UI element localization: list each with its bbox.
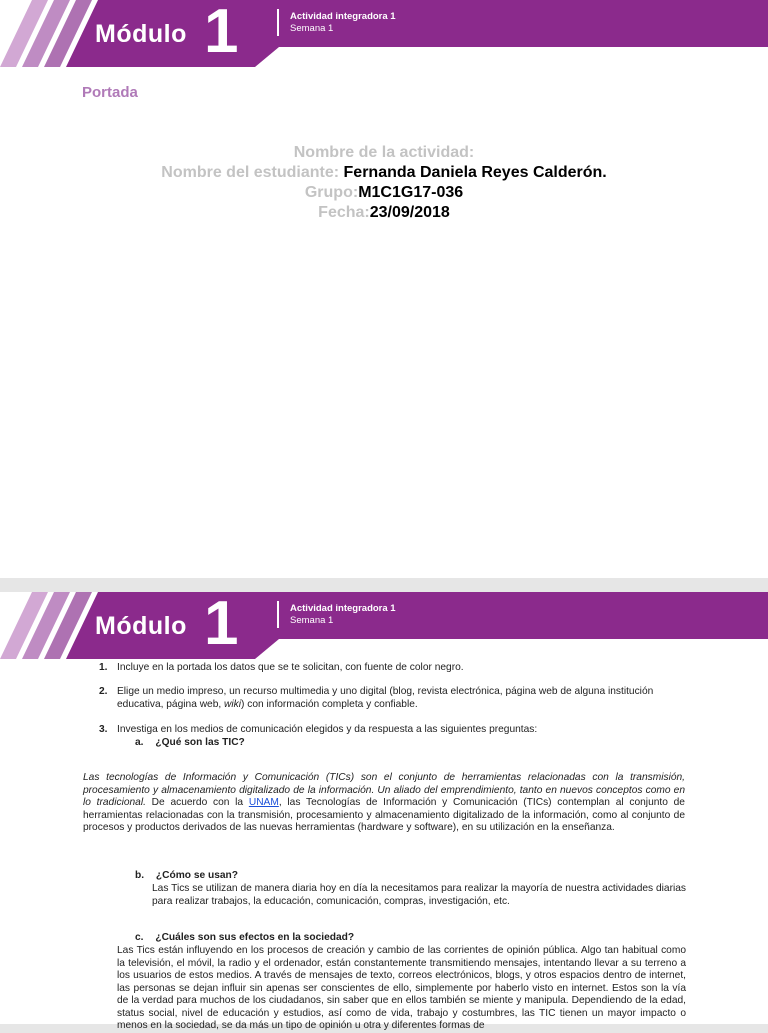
question-a-text: ¿Qué son las TIC? [155, 737, 245, 748]
group-label: Grupo: [304, 184, 359, 201]
group-line [0, 183, 768, 203]
question-b-letter: b. [135, 870, 145, 881]
question-c-text: ¿Cuáles son sus efectos en la sociedad? [155, 932, 355, 943]
question-b-text: ¿Cómo se usan? [155, 870, 238, 881]
activity-name-label: Nombre de la actividad: [293, 144, 475, 161]
instruction-number: 1. [99, 662, 108, 673]
module-number: 1 [204, 589, 239, 658]
student-name: Fernanda Daniela Reyes Calderón. [343, 164, 607, 181]
module-banner [0, 0, 768, 70]
question-a [135, 737, 245, 750]
group-value: M1C1G17-036 [358, 184, 464, 201]
question-a-letter: a. [135, 737, 144, 748]
activity-title: Actividad integradora 1 [290, 11, 396, 22]
date-line [0, 203, 768, 223]
answer-c: Las Tics están influyendo en los procesos de creación y cambio de las corrientes de opinión pública. Algo tan habitual como la televisión, el móvil, la radio y el ordenador, están constantemente transmitiendo mensajes, intentando llevar a su terreno a los usuarios de estos medios. A través de mensajes de texto, correos electrónicos, blogs, y otros espacios dentro de internet, las personas se dejan influir sin apenas ser conscientes de ello, simplemente por haberlo visto en internet. Estos son la vía de la verdad para muchos de los ciudadanos, sin saber que en ellos también se miente y manipula. Dependiendo de la edad, status social, nivel de educación y estudios, así como de vida, trabajo y costumbres, las TIC tienen un mayor impacto o menos en la sociedad, se da más un tipo de opinión u otra y diferentes formas de [117, 945, 686, 1031]
instruction-text: Investiga en los medios de comunicación elegidos y da respuesta a las siguientes preguntas: [117, 724, 538, 735]
answer-a: Las tecnologías de Información y Comunicación (TICs) son el conjunto de herramientas relacionadas con la transmisión, procesamiento y almacenamiento digitalizado de la información. Un aliado del emprendimiento, tanto en nuevos conceptos como en lo tradicional. De acuerdo con la UNAM, las Tecnologías de Información y Comunicación (TICs) contemplan al conjunto de herramientas relacionadas con la transmisión, procesamiento y almacenamiento digitalizado de la información, como al conjunto de procesos y productos derivados de las nuevas herramientas (hardware y software), en su utilización en la enseñanza. [83, 772, 685, 833]
instruction-text: Incluye en la portada los datos que se te solicitan, con fuente de color negro. [117, 662, 464, 673]
answer-a-italic: Las tecnologías de Información y Comunicación (TICs) son el conjunto de herramientas relacionadas con la transmisión, procesamiento y almacenamiento digitalizado de la información. Un aliado del emprendimiento, tanto en nuevos conceptos como en lo tradicional. [83, 772, 685, 808]
module-label: Módulo [95, 20, 187, 48]
activity-title: Actividad integradora 1 [290, 603, 396, 614]
instruction-number: 3. [99, 724, 108, 735]
question-b [135, 870, 238, 883]
banner-divider [277, 601, 279, 628]
instruction-number: 2. [99, 686, 108, 697]
banner-divider [277, 9, 279, 36]
date-value: 23/09/2018 [369, 204, 450, 221]
student-label: Nombre del estudiante: [161, 164, 340, 181]
activity-name-line [0, 143, 768, 163]
question-c-letter: c. [135, 932, 144, 943]
unam-link[interactable]: UNAM [248, 797, 279, 808]
student-line [0, 163, 768, 183]
module-banner [0, 589, 768, 662]
question-c [135, 932, 354, 945]
module-number: 1 [204, 0, 239, 66]
week-label: Semana 1 [290, 615, 334, 626]
module-label: Módulo [95, 612, 187, 640]
document-page-2 [0, 589, 768, 1031]
instruction-text: Elige un medio impreso, un recurso multimedia y uno digital (blog, revista electrónica, página web de alguna institución educativa, página web, wiki) con información completa y confiable. [117, 686, 654, 710]
answer-b: Las Tics se utilizan de manera diaria hoy en día la necesitamos para realizar la mayoría de nuestra actividades diarias para realizar trabajos, la educación, comunicación, compras, investigación, etc. [152, 883, 686, 907]
section-title: Portada [82, 84, 138, 101]
week-label: Semana 1 [290, 23, 334, 34]
date-label: Fecha: [318, 204, 370, 221]
